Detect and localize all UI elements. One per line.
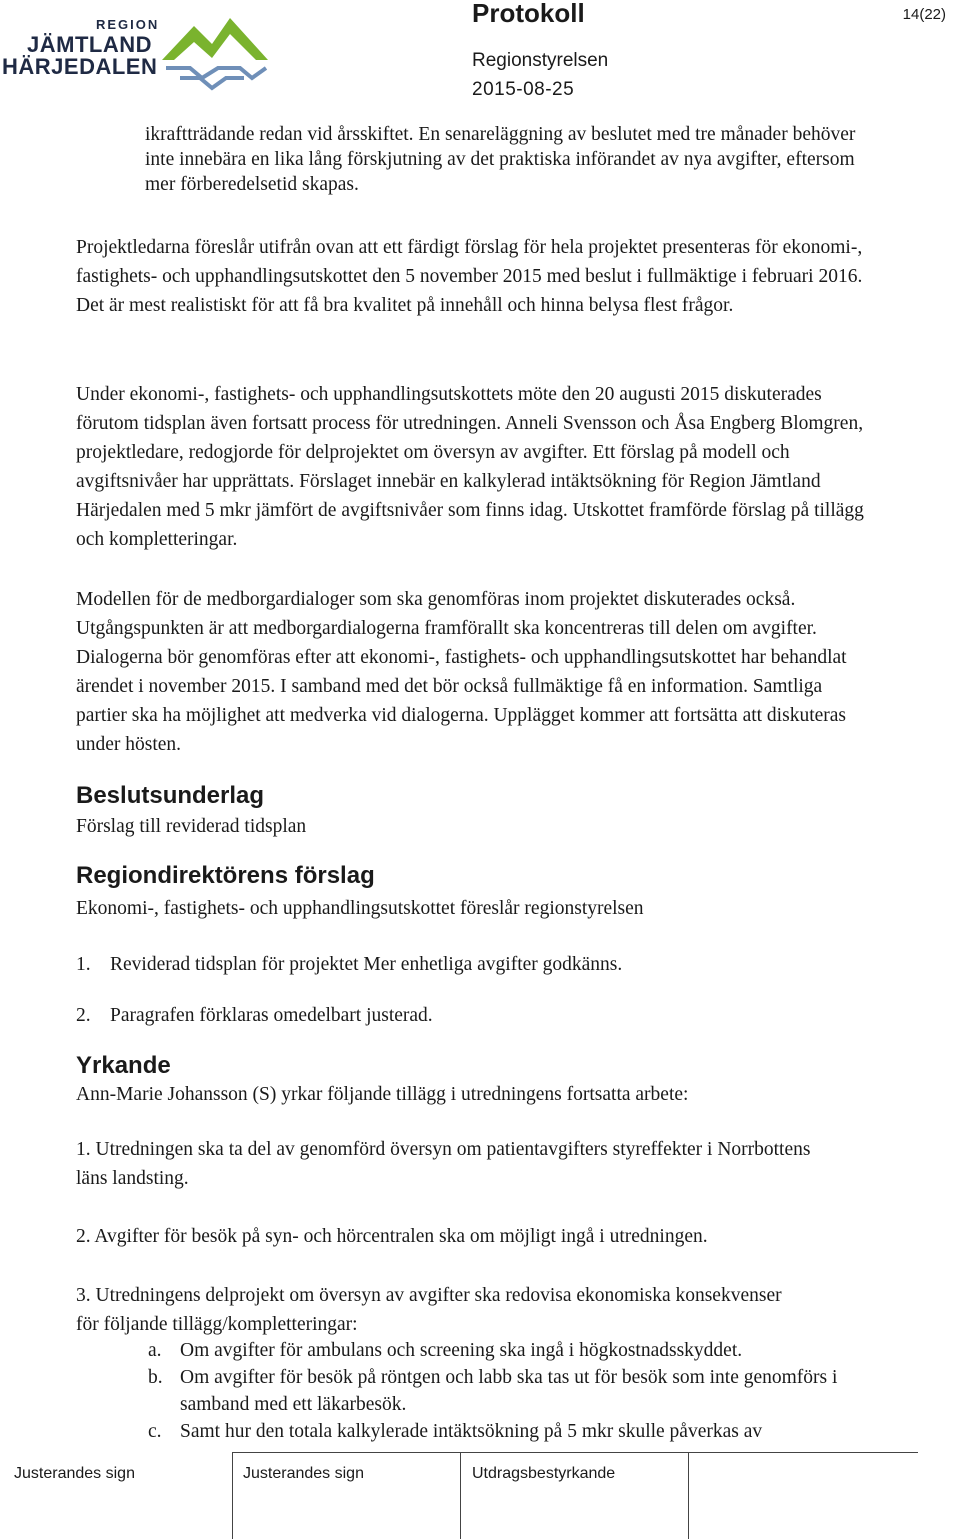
yrkande-item: 2. Avgifter för besök på syn- och hörcentralen ska om möjligt ingå i utredningen. (76, 1226, 708, 1247)
subitem-text: Om avgifter för ambulans och screening ska ingå i högkostnadsskyddet. (180, 1340, 743, 1361)
yrkande-item: 3. Utredningens delprojekt om översyn av avgifter ska redovisa ekonomiska konsekvenser för följande tillägg/kompletteringar: (76, 1285, 782, 1335)
paragraph-committee-meeting: Under ekonomi-, fastighets- och upphandlingsutskottets möte den 20 augusti 2015 diskuterades förutom tidsplan även fortsatt process för utredningen. Anneli Svensson och Åsa Engberg Blomgren, projektledare, redogjorde för delprojektet om översyn av avgifter. Ett förslag på modell och avgiftsnivåer har upprättats. Förslaget innebär en kalkylerad intäktsökning för Region Jämtland Härjedalen med 5 mkr jämfört de avgiftsnivåer som finns idag. Utskottet framförde förslag på tillägg och kompletteringar. (76, 384, 864, 550)
region-logo (0, 14, 270, 84)
beslutsunderlag-text: Förslag till reviderad tidsplan (76, 816, 307, 837)
footer-divider (232, 1452, 918, 1453)
yrkande-subitems (148, 1337, 868, 1445)
forslag-item (76, 950, 876, 979)
yrkande-item: 1. Utredningen ska ta del av genomförd översyn om patientavgifters styreffekter i Norrbottens läns landsting. (76, 1139, 811, 1189)
forslag-item (76, 1001, 876, 1030)
document-date: 2015-08-25 (472, 79, 575, 100)
yrkande-intro: Ann-Marie Johansson (S) yrkar följande tillägg i utredningens fortsatta arbete: (76, 1084, 689, 1105)
subitem-text: Om avgifter för besök på röntgen och labb ska tas ut för besök som inte genomförs i samband med ett läkarbesök. (180, 1367, 838, 1415)
subitem-letter: a. (148, 1340, 162, 1361)
logo-region-text: REGION (96, 17, 160, 32)
subitem (148, 1418, 868, 1445)
heading-beslutsunderlag: Beslutsunderlag (76, 782, 265, 809)
footer-column-divider (460, 1452, 461, 1539)
heading-yrkande: Yrkande (76, 1052, 171, 1079)
page-number: 14(22) (902, 6, 946, 23)
forslag-item-text: Paragrafen förklaras omedelbart justerad. (110, 1005, 433, 1026)
subitem-text: Samt hur den totala kalkylerade intäktsökning på 5 mkr skulle påverkas av (180, 1421, 763, 1442)
footer-sign-label-1: Justerandes sign (14, 1465, 135, 1482)
forslag-item-text: Reviderad tidsplan för projektet Mer enhetliga avgifter godkänns. (110, 954, 623, 975)
organization-name: Regionstyrelsen (472, 50, 609, 71)
forslag-item-number: 2. (76, 1005, 91, 1026)
heading-regiondirektorens-forslag: Regiondirektörens förslag (76, 862, 375, 889)
subitem-letter: c. (148, 1421, 162, 1442)
subitem (148, 1364, 868, 1418)
paragraph-project-leaders: Projektledarna föreslår utifrån ovan att ett färdigt förslag för hela projektet presenteras för ekonomi-, fastighets- och upphandlingsutskottet den 5 november 2015 med beslut i fullmäktige i februari 2016. Det är mest realistiskt för att få bra kvalitet på innehåll och hinna belysa flest frågor. (76, 237, 863, 316)
subitem-letter: b. (148, 1367, 163, 1388)
subitem (148, 1337, 868, 1364)
forslag-item-number: 1. (76, 954, 91, 975)
forslag-intro: Ekonomi-, fastighets- och upphandlingsutskottet föreslår regionstyrelsen (76, 898, 644, 919)
paragraph-citizen-dialogue: Modellen för de medborgardialoger som ska genomföras inom projektet diskuterades också. Utgångspunkten är att medborgardialogerna framförallt ska koncentreras till delen om avgifter. Dialogerna bör genomföras efter att ekonomi-, fastighets- och upphandlingsutskottet har behandlat ärendet i november 2015. I samband med det bör också fullmäktige få en information. Samtliga partier ska ha möjlighet att medverka vid dialogerna. Upplägget kommer att fortsätta att diskuteras under hösten. (76, 589, 847, 755)
footer-certification-label: Utdragsbestyrkande (472, 1465, 616, 1482)
paragraph-continuation: ikraftträdande redan vid årsskiftet. En senareläggning av beslutet med tre månader behöver inte innebära en lika lång förskjutning av det praktiska införandet av nya avgifter, eftersom mer förberedelsetid skapas. (145, 124, 856, 195)
footer-column-divider (688, 1452, 689, 1539)
logo-jamtland-text: JÄMTLAND (27, 32, 152, 57)
logo-harjedalen-text: HÄRJEDALEN (2, 54, 158, 79)
mountain-logo-icon (160, 14, 270, 94)
document-title: Protokoll (472, 0, 585, 28)
footer-sign-label-2: Justerandes sign (243, 1465, 364, 1482)
footer-column-divider (232, 1452, 233, 1539)
